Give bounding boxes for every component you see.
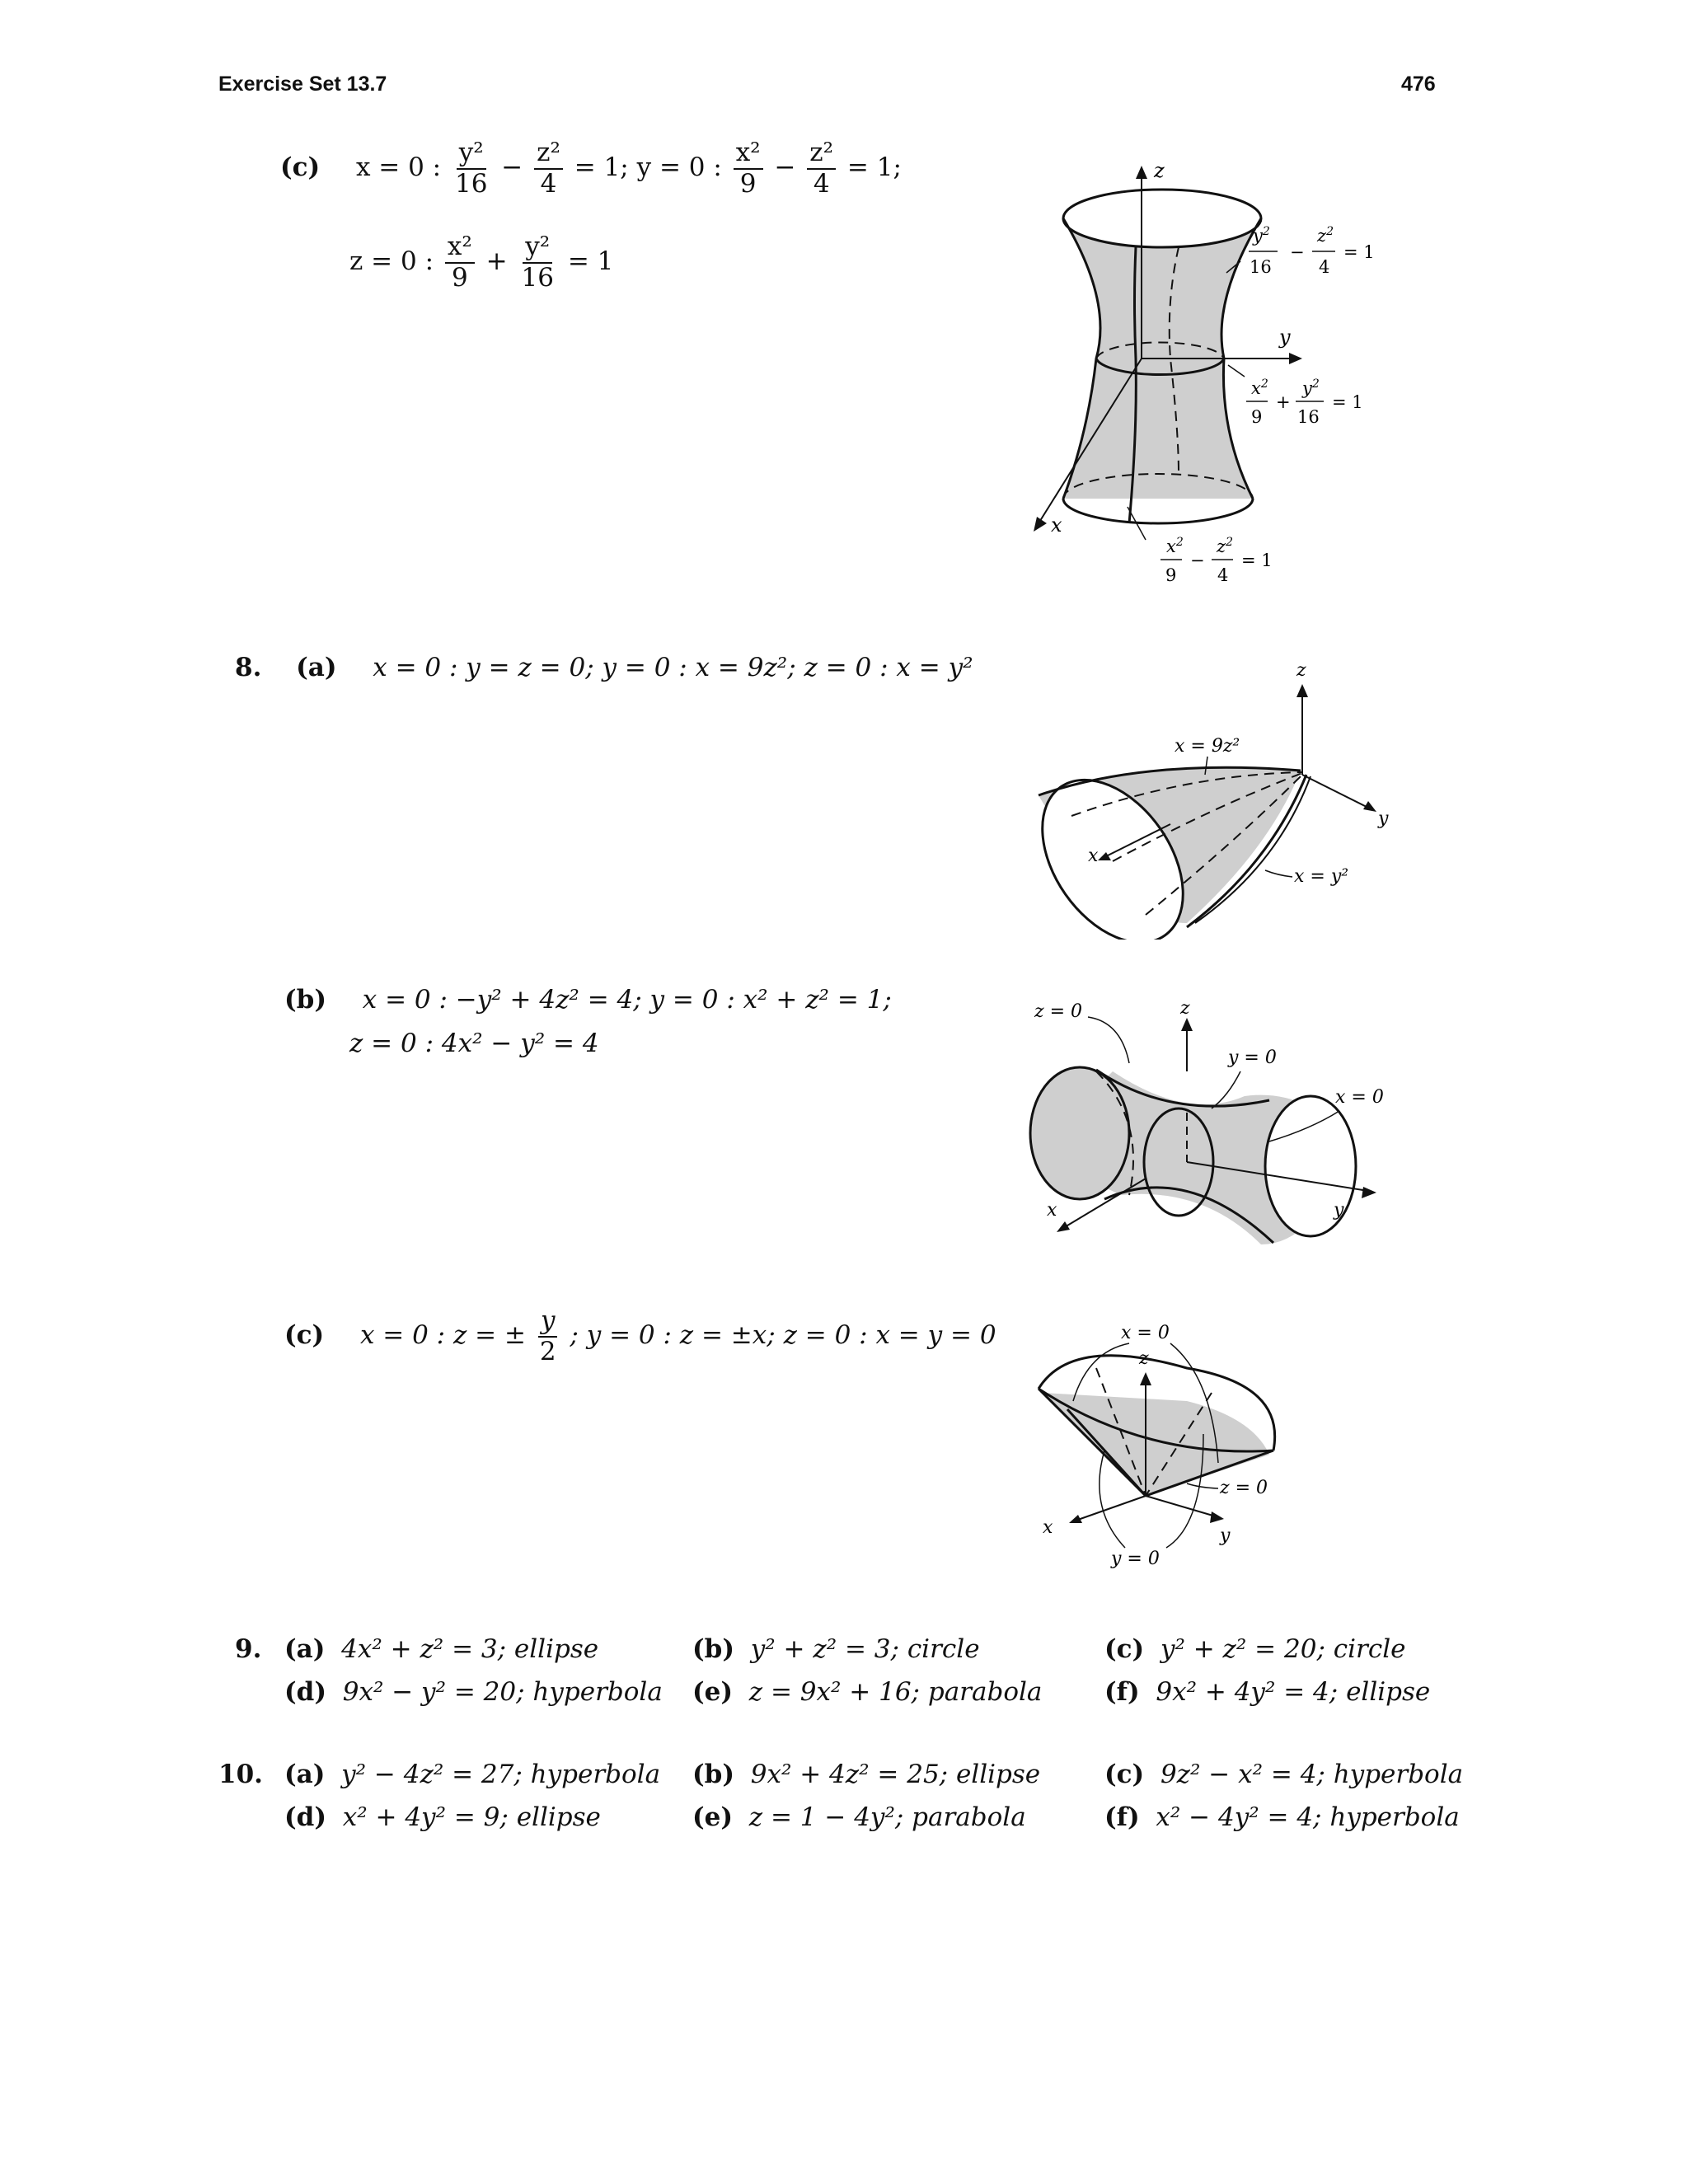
problem-7c-line1: (c) x = 0 : $\frac{\text{y²}}{16}$ − $\frac{\text{z²}}{4}$ = 1; y = 0 : $\frac{\text{x²}}{9}$ − $\frac{\text{z²}}{4}$ = 1; <box>280 138 902 199</box>
problem-9a: (a) 4x² + z² = 3; ellipse <box>284 1634 599 1664</box>
svg-text:4: 4 <box>1217 565 1229 585</box>
svg-text:−: − <box>1290 242 1305 262</box>
problem-10-number: 10. <box>218 1760 263 1789</box>
axis-z-label: z <box>1296 660 1306 681</box>
hyperboloid-y-figure <box>1022 997 1418 1269</box>
svg-text:4: 4 <box>1319 257 1330 277</box>
paraboloid-figure <box>1022 659 1418 940</box>
problem-9d: (d) 9x² − y² = 20; hyperbola <box>284 1677 663 1707</box>
axis-x-label: x <box>1047 1200 1057 1221</box>
axis-y-label: y <box>1220 1526 1231 1546</box>
problem-10e: (e) z = 1 − 4y²; parabola <box>692 1802 1026 1832</box>
trace-y-label: y = 0 <box>1111 1549 1160 1569</box>
problem-9-number: 9. <box>235 1634 262 1664</box>
problem-7c-line2: z = 0 : $\frac{\text{x²}}{9}$ + $\frac{\text{y²}}{16}$ = 1 <box>349 232 614 293</box>
problem-10f: (f) x² − 4y² = 4; hyperbola <box>1104 1802 1460 1832</box>
axis-z-label: z <box>1139 1348 1149 1369</box>
page-number: 476 <box>1401 73 1436 96</box>
equation: x = 0 : y = z = 0; y = 0 : x = 9z²; z = 0 : x = y² <box>373 653 973 682</box>
equation: x = 0 : −y² + 4z² = 4; y = 0 : x² + z² = 1; <box>362 985 892 1015</box>
axis-z-label: z <box>1154 161 1165 182</box>
svg-text:z2: $z^2$ <box>1217 536 1233 556</box>
problem-9c: (c) y² + z² = 20; circle <box>1104 1634 1406 1664</box>
axis-y-label: y <box>1378 808 1389 829</box>
problem-9b: (b) y² + z² = 3; circle <box>692 1634 980 1664</box>
trace-x-label: x = 0 <box>1335 1087 1384 1108</box>
svg-text:16: 16 <box>1297 407 1320 427</box>
svg-text:y2: $y^2$ <box>1253 225 1270 246</box>
trace-x-label: x = 0 <box>1121 1323 1170 1343</box>
trace-y-label: y = 0 <box>1228 1047 1277 1068</box>
svg-text:= 1: = 1 <box>1343 242 1375 262</box>
svg-text:+: + <box>1276 392 1291 412</box>
problem-10c: (c) 9z² − x² = 4; hyperbola <box>1104 1760 1464 1789</box>
axis-x-label: x <box>1043 1517 1053 1538</box>
equation: z = 0 : 4x² − y² = 4 <box>349 1029 599 1058</box>
problem-8b-line2 <box>349 1029 599 1058</box>
svg-text:−: − <box>1190 551 1205 570</box>
problem-9f: (f) 9x² + 4y² = 4; ellipse <box>1104 1677 1431 1707</box>
axis-x-label: x <box>1051 513 1062 537</box>
axis-y-label: y <box>1279 326 1291 349</box>
hyperboloid-figure <box>1014 161 1475 589</box>
axis-z-label: z <box>1180 998 1190 1019</box>
trace-z-label: z = 0 <box>1034 1001 1083 1022</box>
problem-8b-line1 <box>284 985 892 1015</box>
trace-label-2: x = y² <box>1294 866 1349 887</box>
svg-text:z2: $z^2$ <box>1317 225 1334 246</box>
problem-9e: (e) z = 9x² + 16; parabola <box>692 1677 1043 1707</box>
problem-10a: (a) y² − 4z² = 27; hyperbola <box>284 1760 661 1789</box>
trace-z-label: z = 0 <box>1220 1478 1268 1498</box>
svg-text:= 1: = 1 <box>1332 392 1363 412</box>
problem-8c: (c) x = 0 : z = ± $\frac{y}{2}$ ; y = 0 : z = ±x; z = 0 : x = y = 0 <box>284 1305 996 1366</box>
svg-text:16: 16 <box>1250 257 1272 277</box>
svg-text:= 1: = 1 <box>1241 551 1273 570</box>
part-label: (b) <box>284 985 327 1015</box>
axis-x-label: x <box>1088 846 1099 866</box>
cone-figure <box>1022 1319 1368 1582</box>
svg-text:x2: $x^2$ <box>1251 377 1268 398</box>
axis-y-label: y <box>1334 1200 1344 1221</box>
section-title: Exercise Set 13.7 <box>218 73 387 96</box>
part-label: (a) <box>296 653 337 682</box>
svg-text:9: 9 <box>1251 407 1263 427</box>
part-label: (c) <box>280 152 321 183</box>
trace-label-1: x = 9z² <box>1175 736 1240 757</box>
problem-10d: (d) x² + 4y² = 9; ellipse <box>284 1802 601 1832</box>
svg-text:x2: $x^2$ <box>1166 536 1184 556</box>
problem-10b: (b) 9x² + 4z² = 25; ellipse <box>692 1760 1041 1789</box>
svg-text:y2: $y^2$ <box>1302 377 1320 398</box>
problem-number: 8. <box>235 653 262 682</box>
svg-text:9: 9 <box>1165 565 1177 585</box>
problem-8a <box>235 653 973 682</box>
part-label: (c) <box>284 1320 325 1351</box>
